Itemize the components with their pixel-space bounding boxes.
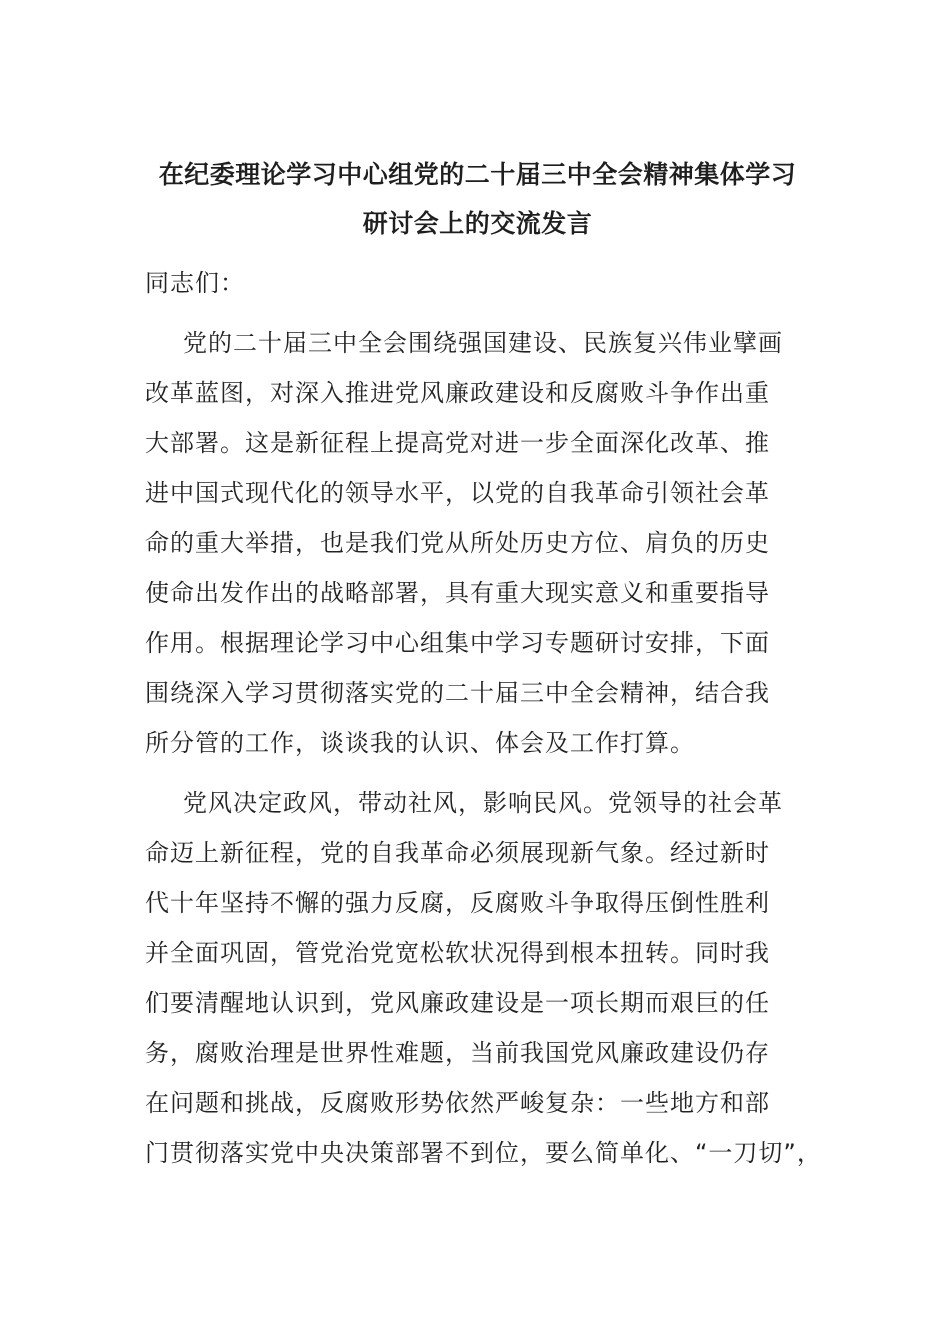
title-line: 在纪委理论学习中心组党的二十届三中全会精神集体学习: [158, 160, 797, 189]
paragraph-line: 们要清醒地认识到，党风廉政建设是一项长期而艰巨的任: [145, 989, 770, 1017]
paragraph-2: [145, 778, 822, 1178]
paragraph-line: 代十年坚持不懈的强力反腐，反腐败斗争取得压倒性胜利: [145, 889, 770, 917]
title-line: 研讨会上的交流发言: [362, 209, 593, 238]
paragraph-1: [145, 318, 810, 768]
paragraph-line: 在问题和挑战，反腐败形势依然严峻复杂：一些地方和部: [145, 1089, 770, 1117]
paragraph-line: 门贯彻落实党中央决策部署不到位，要么简单化、“一刀切”，: [145, 1139, 822, 1167]
paragraph-line: 作用。根据理论学习中心组集中学习专题研讨安排，下面: [145, 629, 770, 657]
paragraph-line: 命迈上新征程，党的自我革命必须展现新气象。经过新时: [145, 839, 770, 867]
paragraph-line: 使命出发作出的战略部署，具有重大现实意义和重要指导: [145, 579, 770, 607]
document-title: [145, 150, 810, 248]
paragraph-line: 并全面巩固，管党治党宽松软状况得到根本扭转。同时我: [145, 939, 770, 967]
paragraph-line: 改革蓝图，对深入推进党风廉政建设和反腐败斗争作出重: [145, 379, 770, 407]
paragraph-line: 围绕深入学习贯彻落实党的二十届三中全会精神，结合我: [145, 679, 770, 707]
paragraph-line: 务，腐败治理是世界性难题，当前我国党风廉政建设仍存: [145, 1039, 770, 1067]
paragraph-line: 命的重大举措，也是我们党从所处历史方位、肩负的历史: [145, 529, 770, 557]
salutation: 同志们：: [145, 269, 245, 297]
paragraph-line: 党风决定政风，带动社风，影响民风。党领导的社会革: [183, 789, 783, 817]
paragraph-line: 党的二十届三中全会围绕强国建设、民族复兴伟业擘画: [183, 329, 783, 357]
document-page: [145, 150, 822, 1178]
paragraph-line: 所分管的工作，谈谈我的认识、体会及工作打算。: [145, 729, 695, 757]
paragraph-line: 进中国式现代化的领导水平，以党的自我革命引领社会革: [145, 479, 770, 507]
paragraph-line: 大部署。这是新征程上提高党对进一步全面深化改革、推: [145, 429, 770, 457]
